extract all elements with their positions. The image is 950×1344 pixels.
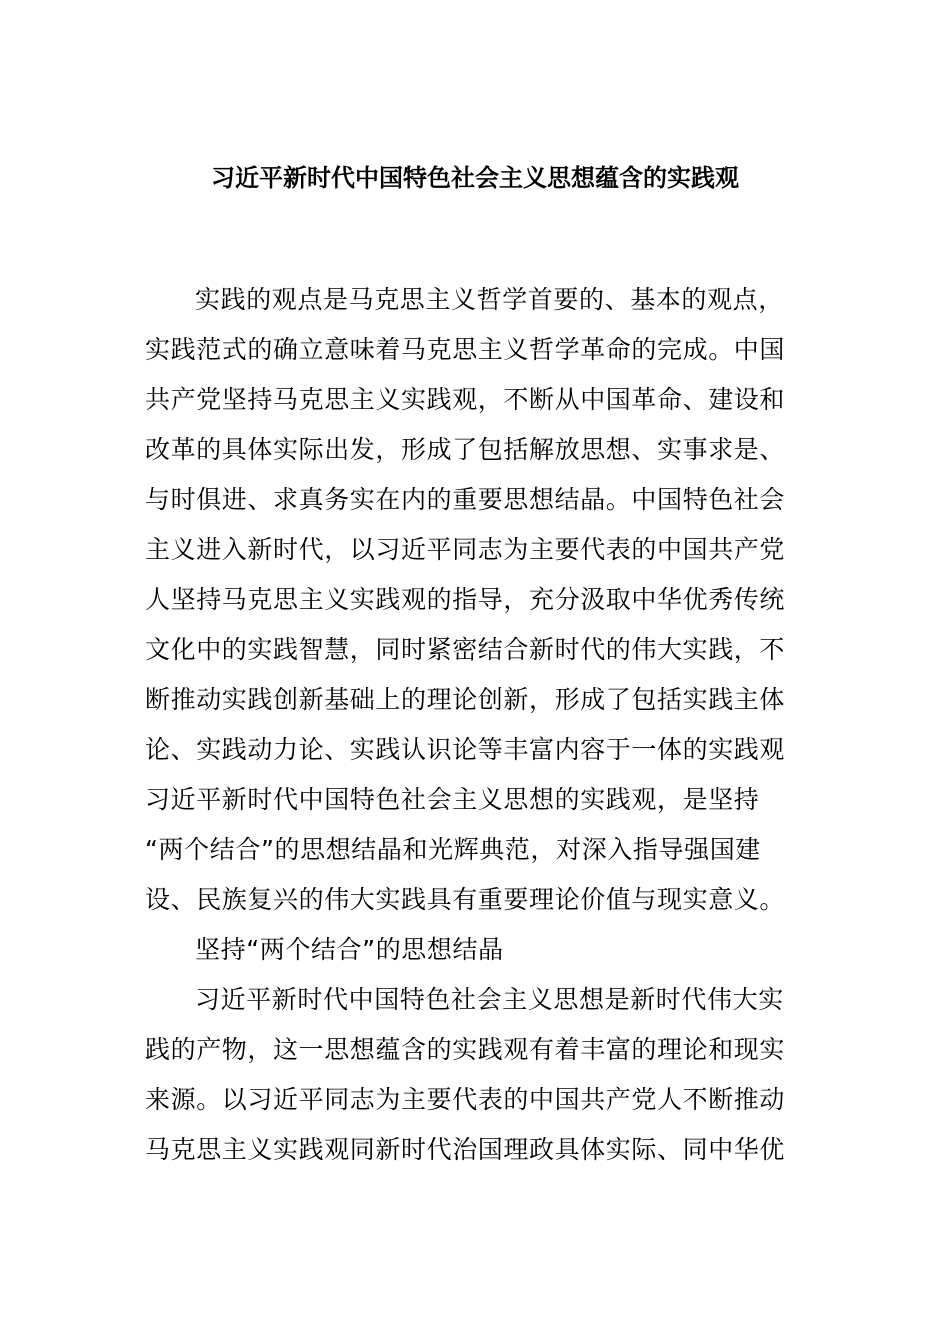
paragraph-line: 马克思主义实践观同新时代治国理政具体实际、同中华优 <box>145 1135 786 1164</box>
paragraph-line: 实践范式的确立意味着马克思主义哲学革命的完成。中国 <box>145 335 786 364</box>
paragraph-line: 来源。以习近平同志为主要代表的中国共产党人不断推动 <box>145 1085 786 1114</box>
paragraph-line: 与时俱进、求真务实在内的重要思想结晶。中国特色社会 <box>145 485 786 514</box>
paragraph-line: “两个结合”的思想结晶和光辉典范，对深入指导强国建 <box>145 835 761 864</box>
paragraph-line: 主义进入新时代，以习近平同志为主要代表的中国共产党 <box>145 535 786 564</box>
paragraph-line: 习近平新时代中国特色社会主义思想的实践观，是坚持 <box>145 785 760 814</box>
paragraph-line: 习近平新时代中国特色社会主义思想是新时代伟大实 <box>195 985 784 1014</box>
document-title: 习近平新时代中国特色社会主义思想蕴含的实践观 <box>211 164 739 192</box>
paragraph-line: 共产党坚持马克思主义实践观，不断从中国革命、建设和 <box>145 385 786 414</box>
paragraph-line: 设、民族复兴的伟大实践具有重要理论价值与现实意义。 <box>145 885 786 914</box>
paragraph-line: 改革的具体实际出发，形成了包括解放思想、实事求是、 <box>145 435 786 464</box>
paragraph-line: 论、实践动力论、实践认识论等丰富内容于一体的实践观 <box>145 735 786 764</box>
paragraph-line: 践的产物，这一思想蕴含的实践观有着丰富的理论和现实 <box>145 1035 786 1064</box>
paragraph-line: 人坚持马克思主义实践观的指导，充分汲取中华优秀传统 <box>145 585 786 614</box>
paragraph-line: 断推动实践创新基础上的理论创新，形成了包括实践主体 <box>145 685 786 714</box>
section-heading: 坚持“两个结合”的思想结晶 <box>195 935 504 964</box>
paragraph-line: 实践的观点是马克思主义哲学首要的、基本的观点， <box>195 285 784 314</box>
paragraph-line: 文化中的实践智慧，同时紧密结合新时代的伟大实践，不 <box>145 635 786 664</box>
